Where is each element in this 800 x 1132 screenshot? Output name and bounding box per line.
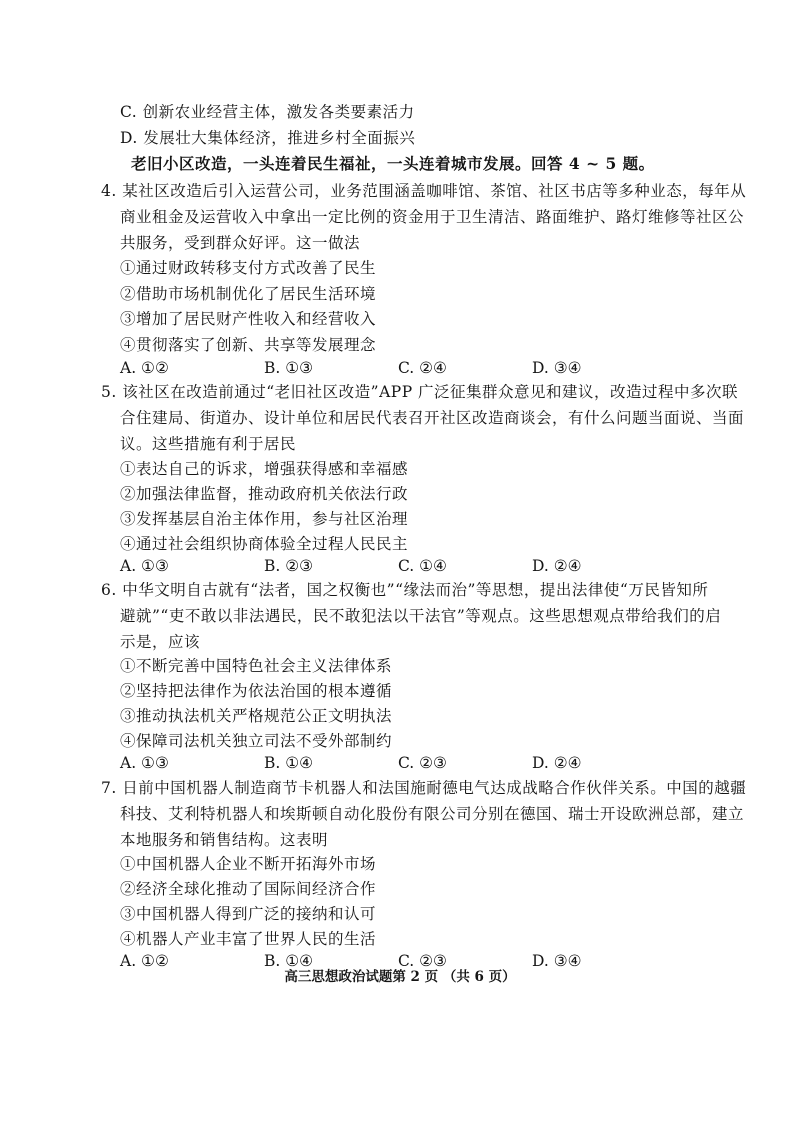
choice-a: A. ①③ — [120, 557, 169, 575]
statement-item: ①不断完善中国特色社会主义法律体系 — [120, 657, 393, 675]
choice-b: B. ①④ — [264, 754, 314, 772]
choice-c: C. ②④ — [398, 359, 447, 377]
question-stem-line: 6. 中华文明自古就有“法者，国之权衡也”“缘法而治”等思想，提出法律使“万民皆知所 — [101, 581, 709, 599]
statement-item: ②坚持把法律作为依法治国的根本遵循 — [120, 682, 393, 700]
statement-item: ④机器人产业丰富了世界人民的生活 — [120, 930, 377, 948]
choice-d: D. ②④ — [532, 557, 582, 575]
choice-d: D. ③④ — [532, 952, 582, 970]
choice-b: B. ②③ — [264, 557, 314, 575]
choice-a: A. ①③ — [120, 754, 169, 772]
material-intro: 老旧小区改造，一头连着民生福祉，一头连着城市发展。回答 4 ~ 5 题。 — [131, 154, 655, 173]
question-stem-line: 5. 该社区在改造前通过“老旧社区改造”APP 广泛征集群众意见和建议，改造过程中多次联 — [101, 383, 739, 401]
statement-item: ③发挥基层自治主体作用，参与社区治理 — [120, 510, 409, 528]
statement-item: ①通过财政转移支付方式改善了民生 — [120, 259, 377, 277]
statement-item: ②经济全球化推动了国际间经济合作 — [120, 880, 377, 898]
statement-item: ③推动执法机关严格规范公正文明执法 — [120, 707, 393, 725]
statement-item: ④通过社会组织协商体验全过程人民民主 — [120, 535, 409, 553]
choice-d: D. ②④ — [532, 754, 582, 772]
question-stem-line: 科技、艾利特机器人和埃斯顿自动化股份有限公司分别在德国、瑞士开设欧洲总部，建立 — [120, 805, 745, 823]
question-stem-line: 合住建局、街道办、设计单位和居民代表召开社区改造商谈会，有什么问题当面说、当面 — [120, 409, 745, 427]
choice-c: C. ①④ — [398, 557, 447, 575]
option-d-prev: D. 发展壮大集体经济，推进乡村全面振兴 — [120, 129, 416, 147]
statement-item: ②加强法律监督，推动政府机关依法行政 — [120, 485, 409, 503]
statement-item: ②借助市场机制优化了居民生活环境 — [120, 285, 377, 303]
page-footer: 高三思想政治试题第 2 页 （共 6 页） — [284, 969, 516, 985]
statement-item: ①表达自己的诉求，增强获得感和幸福感 — [120, 460, 409, 478]
choice-a: A. ①② — [120, 952, 169, 970]
question-stem-line: 避就”“吏不敢以非法遇民，民不敢犯法以干法官”等观点。这些思想观点带给我们的启 — [120, 607, 722, 625]
question-stem-line: 4. 某社区改造后引入运营公司，业务范围涵盖咖啡馆、茶馆、社区书店等多种业态，每年从 — [101, 182, 747, 200]
question-stem-line: 7. 日前中国机器人制造商节卡机器人和法国施耐德电气达成战略合作伙伴关系。中国的越疆 — [101, 779, 747, 797]
statement-item: ④贯彻落实了创新、共享等发展理念 — [120, 336, 377, 354]
question-stem-line: 共服务，受到群众好评。这一做法 — [120, 234, 361, 252]
statement-item: ④保障司法机关独立司法不受外部制约 — [120, 732, 393, 750]
question-stem-line: 商业租金及运营收入中拿出一定比例的资金用于卫生清洁、路面维护、路灯维修等社区公 — [120, 208, 745, 226]
choice-b: B. ①③ — [264, 359, 314, 377]
question-stem-line: 本地服务和销售结构。这表明 — [120, 831, 329, 849]
choice-c: C. ②③ — [398, 754, 447, 772]
choice-c: C. ②③ — [398, 952, 447, 970]
choice-d: D. ③④ — [532, 359, 582, 377]
question-stem-line: 示是，应该 — [120, 633, 201, 651]
choice-a: A. ①② — [120, 359, 169, 377]
choice-b: B. ①④ — [264, 952, 314, 970]
statement-item: ③增加了居民财产性收入和经营收入 — [120, 310, 377, 328]
option-c-prev: C. 创新农业经营主体，激发各类要素活力 — [120, 103, 415, 121]
question-stem-line: 议。这些措施有利于居民 — [120, 435, 297, 453]
statement-item: ①中国机器人企业不断开拓海外市场 — [120, 855, 377, 873]
statement-item: ③中国机器人得到广泛的接纳和认可 — [120, 905, 377, 923]
